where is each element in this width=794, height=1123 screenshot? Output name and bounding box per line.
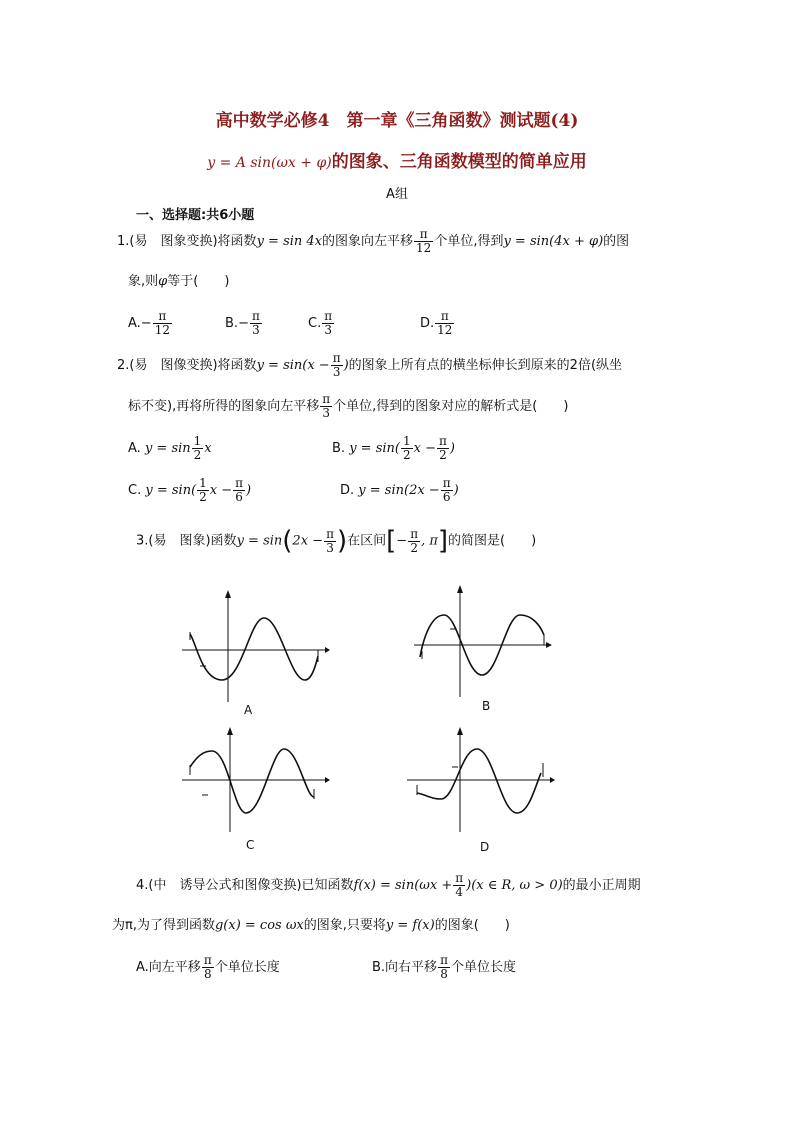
group-label: A组 — [386, 187, 408, 202]
graph-a[interactable] — [180, 590, 330, 710]
q3-func-a: y = sin — [236, 533, 283, 549]
q2-func-b: ) — [343, 358, 349, 373]
question-4-line2 — [112, 911, 510, 941]
q4-prefix: 4.(中 诱导公式和图像变换)已知函数 — [136, 878, 354, 893]
q2-prefix: 2.(易 图像变换)将函数 — [117, 358, 257, 373]
q1-func: y = sin 4x — [256, 234, 323, 249]
graph-b-label: B — [482, 699, 491, 713]
section-heading: 一、选择题:共6小题 — [136, 208, 255, 223]
question-4-line1 — [136, 871, 641, 901]
subtitle-text: 的图象、三角函数模型的简单应用 — [331, 152, 587, 172]
q1-option-b[interactable]: B.− $\frac{\pi}{3}$ — [225, 309, 260, 337]
q1-fraction: $\frac{\pi}{12}$ — [416, 227, 432, 255]
graph-d[interactable] — [405, 727, 555, 837]
q1-func2: y = sin(4x + φ) — [503, 234, 604, 249]
question-1-line1 — [117, 227, 629, 257]
q1-var: φ — [158, 274, 168, 289]
q1-line2-end: 等于( ) — [167, 274, 230, 289]
q4-func-a: f(x) = sin(ωx + — [353, 878, 453, 893]
q2-line2-pre: 标不变),再将所得的图象向左平移 — [128, 399, 320, 414]
graph-c[interactable] — [180, 727, 330, 837]
question-1-line2 — [128, 267, 229, 297]
q2-line2-fraction: $\frac{\pi}{3}$ — [322, 392, 331, 420]
q4-line2-a: 为π,为了得到函数 — [112, 918, 215, 933]
q4-line2-f: y = f(x) — [385, 918, 435, 933]
q2-fraction: $\frac{\pi}{3}$ — [332, 351, 341, 379]
q3-func-b: 2x − — [292, 533, 324, 549]
graph-b[interactable] — [412, 585, 552, 705]
q1-mid2: 个单位,得到 — [434, 234, 504, 249]
q4-line2-end: 的图象( ) — [434, 918, 510, 933]
q4-line2-g: g(x) = cos ωx — [214, 918, 304, 933]
q2-option-d[interactable]: D. y = sin(2x − $\frac{\pi}{6}$ ) — [340, 476, 459, 504]
q3-fraction: $\frac{\pi}{3}$ — [326, 526, 334, 555]
q2-option-c[interactable]: C. y = sin( $\frac{1}{2}$ x − $\frac{\pi}{6}$ ) — [128, 476, 252, 504]
q1-option-a[interactable]: A.− $\frac{\pi}{12}$ — [128, 309, 170, 337]
q1-line2-pre: 象,则 — [128, 274, 159, 289]
q4-fraction: $\frac{\pi}{4}$ — [455, 871, 464, 899]
q4-func-b: )(x ∈ R, ω > 0) — [466, 878, 563, 893]
q1-end: 的图 — [603, 234, 630, 249]
graph-c-label: C — [246, 838, 255, 852]
q3-mid: 在区间 — [347, 533, 387, 549]
q4-end: 的最小正周期 — [562, 878, 641, 893]
document-subtitle — [0, 147, 794, 172]
document-title: 高中数学必修4 第一章《三角函数》测试题(4) — [215, 111, 579, 131]
graph-a-label: A — [244, 703, 253, 717]
q3-interval-fraction: $\frac{\pi}{2}$ — [410, 526, 419, 555]
q1-mid1: 的图象向左平移 — [322, 234, 414, 249]
q2-option-a[interactable]: A. y = sin $\frac{1}{2}$ x — [128, 434, 212, 462]
q1-prefix: 1.(易 图象变换)将函数 — [117, 234, 257, 249]
q3-prefix: 3.(易 图象)函数 — [136, 533, 237, 549]
q2-func-a: y = sin(x − — [256, 358, 330, 373]
q4-option-a[interactable]: A.向左平移 $\frac{\pi}{8}$ 个单位长度 — [136, 953, 280, 981]
q1-option-d[interactable]: D. $\frac{\pi}{12}$ — [420, 309, 453, 337]
question-3-line1: 3.(易 图象)函数y = sin(2x − $\frac{\pi}{3}$ )在区间[− $\frac{\pi}{2}$ , π]的简图是( ) — [136, 526, 537, 556]
q4-line2-b: 的图象,只要将 — [303, 918, 386, 933]
q4-option-b[interactable]: B.向右平移 $\frac{\pi}{8}$ 个单位长度 — [372, 953, 516, 981]
question-2-line2 — [128, 392, 568, 422]
q2-rest: 的图象上所有点的横坐标伸长到原来的2倍(纵坐 — [348, 358, 623, 373]
question-2-line1 — [117, 351, 622, 381]
q1-option-c[interactable]: C. $\frac{\pi}{3}$ — [308, 309, 333, 337]
graph-d-label: D — [480, 840, 490, 854]
subtitle-formula: y = A sin(ωx + φ) — [207, 155, 332, 171]
q3-end: 的简图是( ) — [448, 533, 537, 549]
q2-line2-end: 个单位,得到的图象对应的解析式是( ) — [333, 399, 569, 414]
q2-option-b[interactable]: B. y = sin( $\frac{1}{2}$ x − $\frac{\pi}{2}$ ) — [332, 434, 455, 462]
